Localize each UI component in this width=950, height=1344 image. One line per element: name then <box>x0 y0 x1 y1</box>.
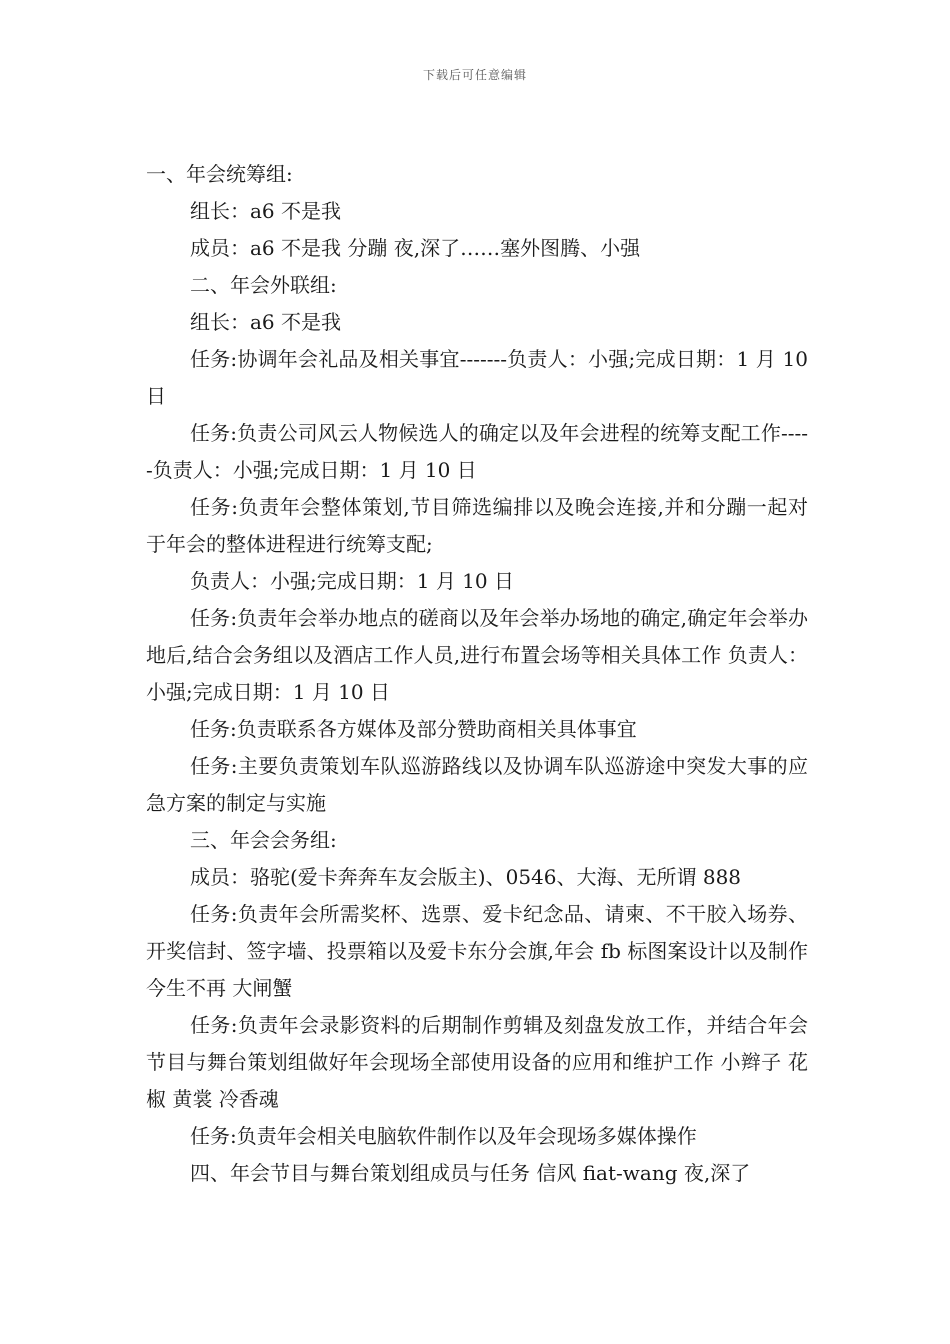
page-header: 下载后可任意编辑 <box>422 68 527 82</box>
paragraph: 任务:负责年会录影资料的后期制作剪辑及刻盘发放工作，并结合年会节目与舞台策划组做好年会现场全部使用设备的应用和维护工作 小辫子 花椒 黄裳 冷香魂 <box>146 1013 808 1111</box>
paragraph: 组长：a6 不是我 <box>190 199 342 223</box>
paragraph: 任务:主要负责策划车队巡游路线以及协调车队巡游途中突发大事的应急方案的制定与实施 <box>146 754 808 815</box>
paragraph: 任务:负责公司风云人物候选人的确定以及年会进程的统筹支配工作-----负责人：小强;完成日期：1 月 10 日 <box>146 421 808 482</box>
paragraph: 任务:负责联系各方媒体及部分赞助商相关具体事宜 <box>190 717 637 741</box>
paragraph: 成员：a6 不是我 分蹦 夜,深了……塞外图腾、小强 <box>190 236 641 260</box>
paragraph: 组长：a6 不是我 <box>190 310 342 334</box>
paragraph: 任务:负责年会举办地点的磋商以及年会举办场地的确定,确定年会举办地后,结合会务组以及酒店工作人员,进行布置会场等相关具体工作 负责人：小强;完成日期：1 月 10 日 <box>146 606 808 704</box>
paragraph: 负责人：小强;完成日期：1 月 10 日 <box>190 569 514 593</box>
paragraph: 三、年会会务组: <box>190 828 337 852</box>
paragraph: 任务:负责年会相关电脑软件制作以及年会现场多媒体操作 <box>190 1124 697 1148</box>
paragraph: 成员：骆驼(爱卡奔奔车友会版主)、0546、大海、无所谓 888 <box>190 865 742 889</box>
paragraph: 任务:负责年会整体策划,节目筛选编排以及晚会连接,并和分蹦一起对于年会的整体进程进行统筹支配; <box>146 495 808 556</box>
paragraph: 一、年会统筹组: <box>146 162 293 186</box>
paragraph: 四、年会节目与舞台策划组成员与任务 信风 fiat-wang 夜,深了 <box>190 1161 751 1185</box>
paragraph: 任务:协调年会礼品及相关事宜-------负责人：小强;完成日期：1 月 10 日 <box>146 347 815 408</box>
document-body <box>146 156 815 1192</box>
paragraph: 任务:负责年会所需奖杯、选票、爱卡纪念品、请柬、不干胶入场券、开奖信封、签字墙、投票箱以及爱卡东分会旗,年会 fb 标图案设计以及制作 今生不再 大闸蟹 <box>146 902 815 1000</box>
paragraph: 二、年会外联组: <box>190 273 337 297</box>
